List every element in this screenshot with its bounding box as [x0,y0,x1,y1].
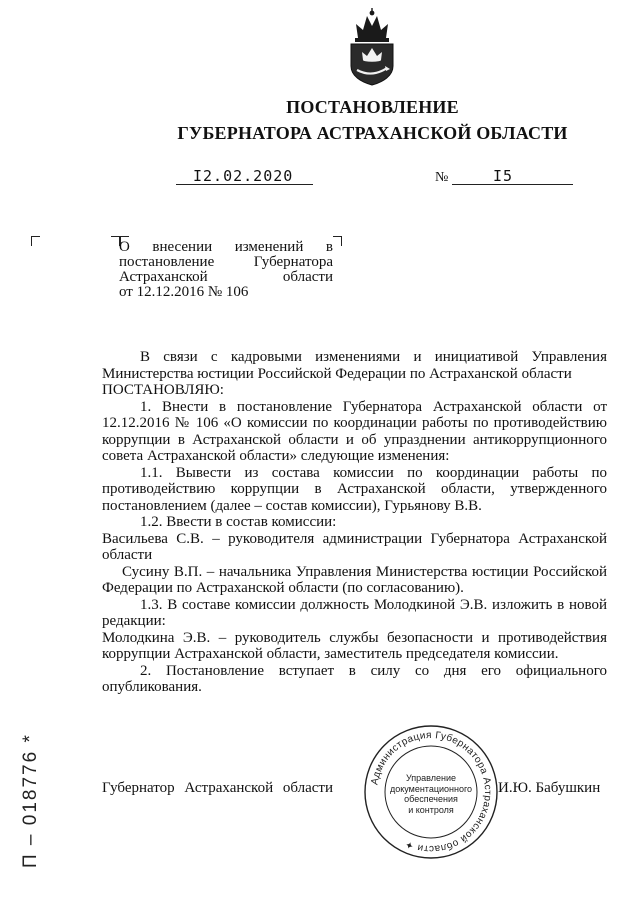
member-molodkina: Молодкина Э.В. – руководитель службы безопасности и противодействия коррупции Астраханской области, заместитель председателя комиссии. [102,629,607,662]
subject-line: постановление Губернатора [119,254,333,270]
clause-2: 2. Постановление вступает в силу со дня его официального опубликования. [102,662,607,695]
clause-1-2: 1.2. Ввести в состав комиссии: [140,514,337,530]
stamp-line: Управление [405,773,457,783]
subject-line: Астраханской области [119,269,333,285]
stamp-line: и контроля [408,804,454,815]
signatory-position: Губернатор Астраханской области [102,780,334,796]
document-date: I2.02.2020 [193,167,294,185]
clause-1-1: 1.1. Вывести из состава комиссии по координации работы по противодействию коррупции в Астраханской области, утвержденного постановлением (далее – состав комиссии), Гурьянову В.В. [102,464,607,514]
member-vasilyev: Васильева С.В. – руководителя администрации Губернатора Астраханской области [102,530,607,563]
stamp-center-text [376,773,486,815]
preamble-paragraph: В связи с кадровыми изменениями и инициативой Управления Министерства юстиции Российской Федерации по Астраханской области [102,349,607,382]
serial-number: П – 018776 * [20,733,41,868]
document-subject [119,240,333,300]
clause-1-3: 1.3. В составе комиссии должность Молодкиной Э.В. изложить в новой редакции: [102,596,607,629]
document-body [102,349,607,696]
svg-text:Администрация Губернатора Астр: Администрация Губернатора Астраханской области ✦ [369,729,494,855]
issuer-title: ГУБЕРНАТОРА АСТРАХАНСКОЙ ОБЛАСТИ [177,123,568,143]
corner-mark-left [31,236,40,246]
stamp-line: обеспечения [404,794,458,804]
coat-of-arms-emblem [343,8,401,86]
number-sign: № [435,170,449,185]
resolution-word: ПОСТАНОВЛЯЮ: [102,382,224,398]
clause-1: 1. Внести в постановление Губернатора Астраханской области от 12.12.2016 № 106 «О комиссии по координации работы по противодействию коррупции в Астраханской области и об упразднении антикоррупционного совета Астраханской области» следующие изменения: [102,398,607,464]
stamp-line: документационного [389,783,473,794]
corner-mark-subject-right [333,236,342,246]
signatory-name: И.Ю. Бабушкин [498,780,601,796]
subject-line: О внесении изменений в [119,239,333,255]
document-type-title: ПОСТАНОВЛЕНИЕ [286,97,459,117]
subject-line: от 12.12.2016 № 106 [119,284,249,300]
member-susina: Сусину В.П. – начальника Управления Министерства юстиции Российской Федерации по Астраханской области (по согласованию). [102,563,607,596]
document-number: I5 [493,167,514,185]
